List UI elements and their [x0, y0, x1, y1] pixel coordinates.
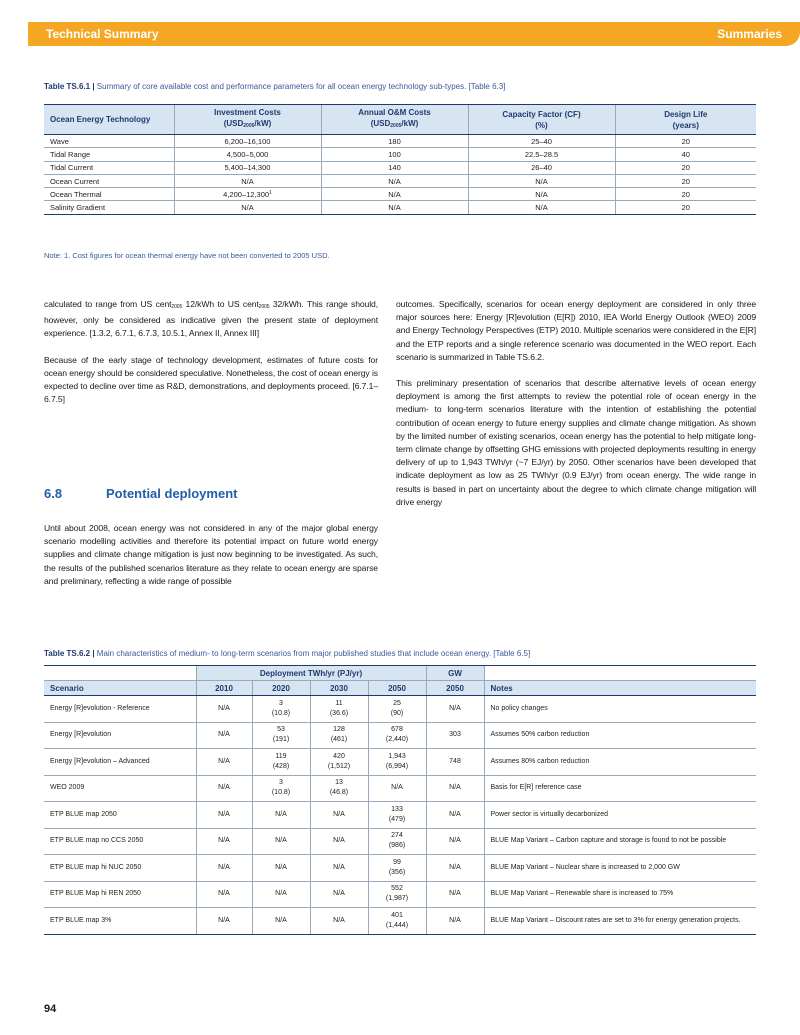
table1-caption: [44, 82, 505, 91]
table-row: WEO 2009 N/A 3 (10.8) 13 (46.8) N/A N/A Basis for E[R] reference case: [44, 775, 756, 802]
table-row: Ocean Current N/A N/A N/A 20: [44, 174, 756, 187]
header-notes: Notes: [484, 681, 756, 696]
table-row: Wave 6,200–16,100 180 25–40 20: [44, 135, 756, 148]
table2-caption: [44, 649, 530, 658]
section-heading: [44, 486, 237, 501]
paragraph: This preliminary presentation of scenarios that describe alternative levels of ocean energy deployment is among the first attempts to review the potential role of ocean energy in the medium- to long-term scenarios literature with the intention of establishing the potential contribution of ocean energy to future energy supplies and climate change mitigation. As shown by the limited number of existing scenarios, ocean energy has the potential to help mitigate long-term climate change by offsetting GHG emissions with projected deployments resulting in energy delivery of up to 1,943 TWh/yr (~7 EJ/yr) by 2050. Other scenarios have been developed that indicate deployment as low as 25 TWh/yr (0.9 EJ/yr) from ocean energy. The wide range in results is based in part on uncertainty about the degree to which climate change mitigation will drive energy: [396, 378, 756, 507]
table-row: ETP BLUE map 3% N/A N/A N/A 401 (1,444) N/A BLUE Map Variant – Discount rates are set to 3% for energy generation projects.: [44, 908, 756, 935]
header-2050: 2050: [368, 681, 426, 696]
table-row: ETP BLUE map 2050 N/A N/A N/A 133 (479) N/A Power sector is virtually decarbonized: [44, 802, 756, 829]
header-technology: Ocean Energy Technology: [44, 105, 174, 135]
table2-caption-text: Main characteristics of medium- to long-term scenarios from major published studies that include ocean energy. [Table 6.5]: [94, 649, 531, 658]
header-gw-group: GW: [426, 666, 484, 681]
table-row: Tidal Current 5,400–14,300 140 26–40 20: [44, 161, 756, 174]
table-row: Energy [R]evolution - Reference N/A 3 (10.8) 11 (36.6) 25 (90) N/A No policy changes: [44, 696, 756, 723]
header-scenario: Scenario: [44, 681, 196, 696]
table-row: ETP BLUE Map hi REN 2050 N/A N/A N/A 552 (1,987) N/A BLUE Map Variant – Renewable share is increased to 75%: [44, 881, 756, 908]
page-number: 94: [44, 1003, 57, 1015]
paragraph: outcomes. Specifically, scenarios for ocean energy deployment are considered in only three major sources here: Energy [R]evolution (E[R]) 2010, IEA World Energy Outlook (WEO) 2009 and Energy Technology Perspectives (ETP) 2010. Multiple scenarios were considered in the E[R] and the ETP reports and a single reference scenario was documented in the WEO report. Each scenario is summarized in Table TS.6.2.: [396, 299, 756, 362]
header-gw-2050: 2050: [426, 681, 484, 696]
section-number: 6.8: [44, 486, 63, 501]
left-column-text: [44, 298, 378, 406]
table-row: Ocean Thermal 4,200–12,300$^1$ N/A N/A 20: [44, 188, 756, 201]
table-row: Energy [R]evolution N/A 53 (191) 128 (461) 678 (2,440) 303 Assumes 50% carbon reduction: [44, 722, 756, 749]
scenarios-table: [44, 665, 756, 935]
table1-caption-text: Summary of core available cost and performance parameters for all ocean energy technology sub-types. [Table 6.3]: [94, 82, 506, 91]
header-capacity-factor: Capacity Factor (CF) (%): [468, 105, 615, 135]
header-chapter-title: Summaries: [717, 27, 782, 41]
header-2010: 2010: [196, 681, 252, 696]
table-row: Salinity Gradient N/A N/A N/A 20: [44, 201, 756, 214]
table2-caption-label: Table TS.6.2 |: [44, 649, 95, 658]
table-row: Energy [R]evolution – Advanced N/A 119 (428) 420 (1,512) 1,943 (6,994) 748 Assumes 80% carbon reduction: [44, 749, 756, 776]
right-column-text: [396, 298, 756, 509]
paragraph: calculated to range from US cent$_{2005}$ 12/kWh to US cent$_{2005}$ 32/kWh. This range should, however, only be considered as indicative given the present state of deployment experience. [1.3.2, 6.7.1, 6.7.3, 10.5.1, Annex II, Annex III]: [44, 299, 379, 339]
table-row: Tidal Range 4,500–5,000 100 22.5–28.5 40: [44, 148, 756, 161]
header-section-title: Technical Summary: [46, 27, 159, 41]
header-deployment-group: Deployment TWh/yr (PJ/yr): [196, 666, 426, 681]
header-om-costs: Annual O&M Costs $(USD_{2005}/kW)$: [321, 105, 468, 135]
table-row: ETP BLUE map no CCS 2050 N/A N/A N/A 274 (986) N/A BLUE Map Variant – Carbon capture and storage is found to not be possible: [44, 828, 756, 855]
header-design-life: Design Life (years): [615, 105, 756, 135]
header-2020: 2020: [252, 681, 310, 696]
header-2030: 2030: [310, 681, 368, 696]
section-title: Potential deployment: [106, 486, 238, 501]
table1-caption-label: Table TS.6.1 |: [44, 82, 95, 91]
header-bar: [28, 22, 800, 46]
left-column-text-2: [44, 522, 378, 588]
table-row: ETP BLUE map hi NUC 2050 N/A N/A N/A 99 (356) N/A BLUE Map Variant – Nuclear share is increased to 2,000 GW: [44, 855, 756, 882]
header-investment-costs: Investment Costs $(USD_{2005}/kW)$: [174, 105, 321, 135]
paragraph: Until about 2008, ocean energy was not considered in any of the major global energy scenario modelling activities and therefore its potential impact on future world energy supplies and climate change mitigation is just now beginning to be investigated. As such, the results of the published scenarios literature as they relate to ocean energy are sparse and preliminary, reflecting a wide range of possible: [44, 523, 378, 586]
paragraph: Because of the early stage of technology development, estimates of future costs for ocean energy should be considered speculative. Nonetheless, the cost of ocean energy is expected to decline over time as R&D, demonstrations, and deployments proceed. [6.7.1–6.7.5]: [44, 354, 378, 405]
table1-note: Note: 1. Cost figures for ocean thermal energy have not been converted to 2005 USD.: [44, 251, 330, 260]
cost-parameters-table: [44, 104, 756, 215]
